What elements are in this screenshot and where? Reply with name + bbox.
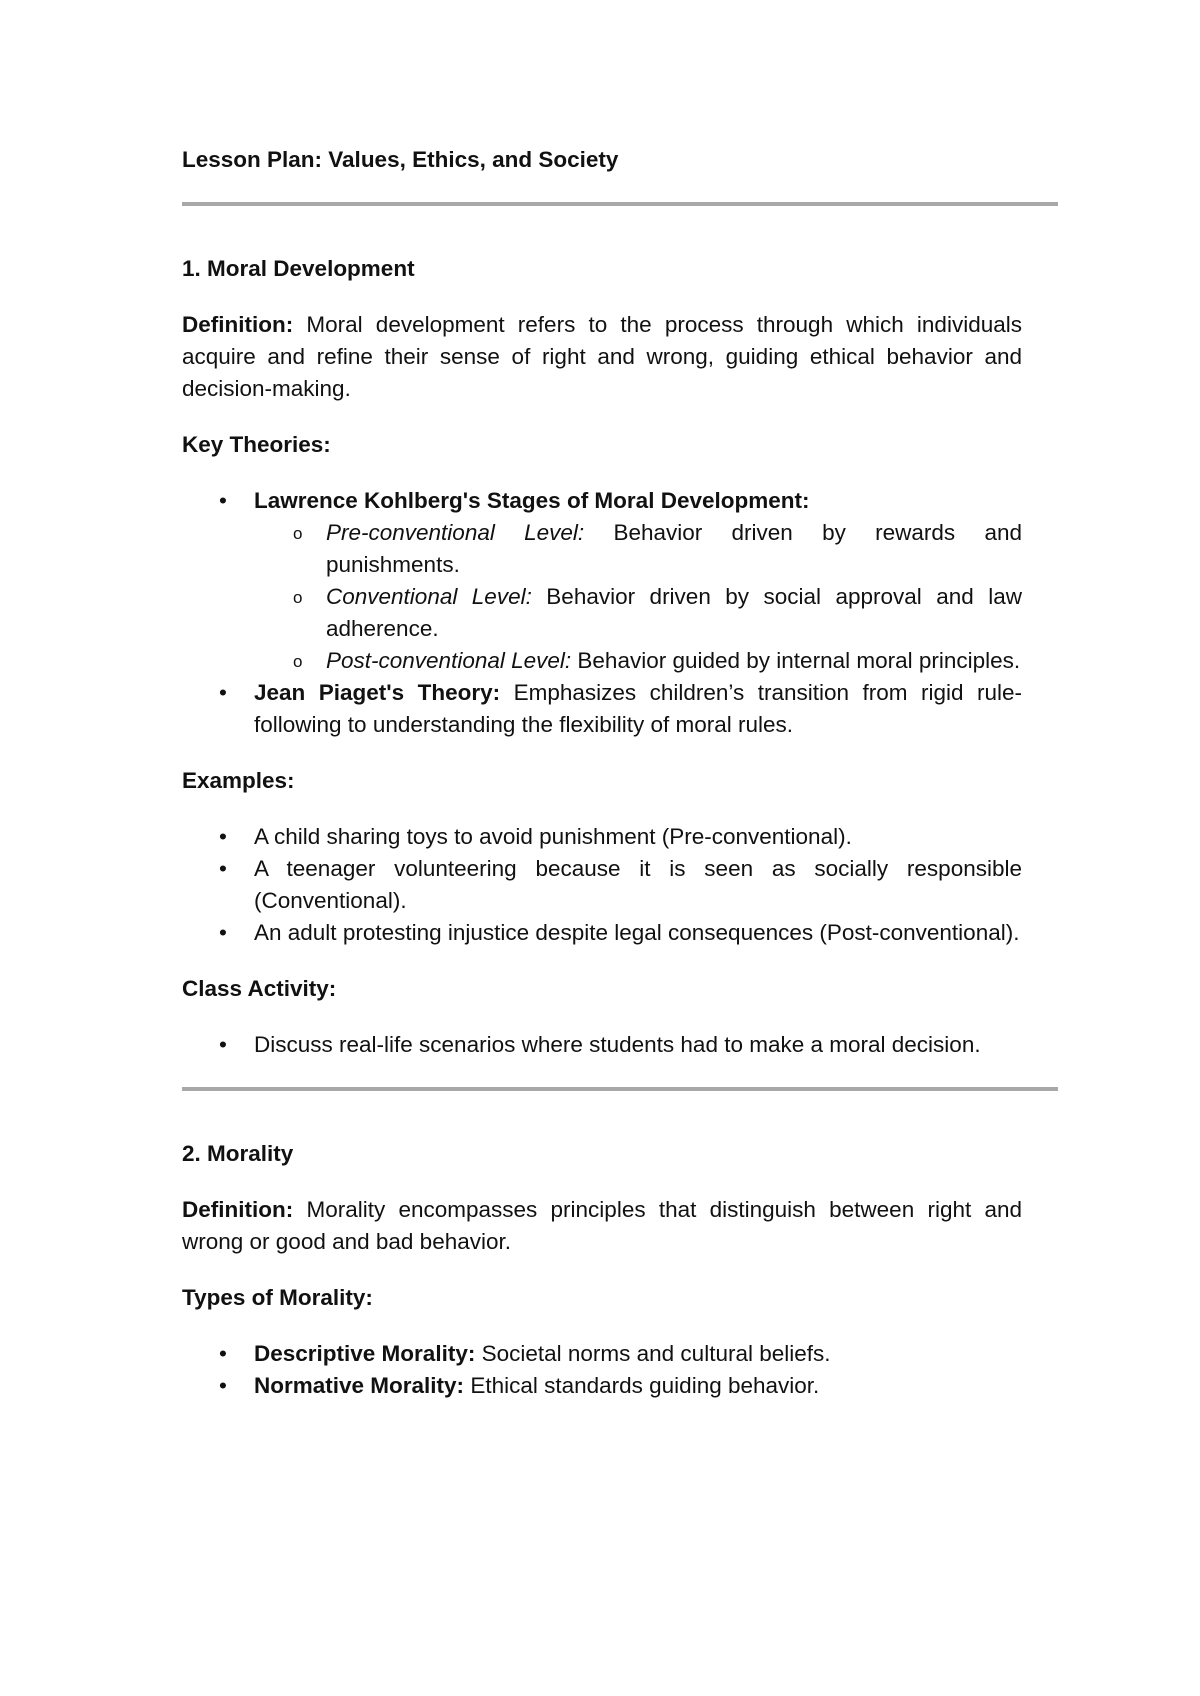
list-item-level xyxy=(182,645,1022,677)
section-heading-moral-development: 1. Moral Development xyxy=(182,256,415,281)
type-text: Societal norms and cultural beliefs. xyxy=(475,1341,831,1366)
level-label: Conventional Level: xyxy=(326,584,532,609)
kohlberg-title: Lawrence Kohlberg's Stages of Moral Development: xyxy=(254,488,810,513)
examples-list xyxy=(182,821,1022,949)
definition-label: Definition: xyxy=(182,1197,294,1222)
types-list xyxy=(182,1338,1022,1402)
list-item-kohlberg xyxy=(182,485,1022,677)
list-item xyxy=(182,1370,1022,1402)
list-item: • Discuss real-life scenarios where students had to make a moral decision. xyxy=(182,1029,1022,1061)
type-text: Ethical standards guiding behavior. xyxy=(464,1373,820,1398)
section-heading-morality: 2. Morality xyxy=(182,1141,294,1166)
list-item-level xyxy=(182,581,1022,645)
theories-list xyxy=(182,485,1022,741)
kohlberg-levels-list xyxy=(254,517,1022,677)
document-title: Lesson Plan: Values, Ethics, and Society xyxy=(182,147,619,172)
types-of-morality-heading: Types of Morality: xyxy=(182,1285,373,1310)
definition-label: Definition: xyxy=(182,312,294,337)
activity-list xyxy=(182,1029,1022,1061)
definition-text: Morality encompasses principles that distinguish between right and wrong or good and bad behavior. xyxy=(182,1197,1022,1254)
list-item xyxy=(182,1338,1022,1370)
list-item: • A child sharing toys to avoid punishment (Pre-conventional). xyxy=(182,821,1022,853)
type-label: Normative Morality: xyxy=(254,1373,465,1398)
piaget-label: Jean Piaget's Theory: xyxy=(254,680,501,705)
level-text: Behavior driven by social approval and law adherence. xyxy=(326,584,1022,641)
definition-paragraph xyxy=(182,309,1022,405)
horizontal-rule xyxy=(182,1087,1058,1091)
list-item: • A teenager volunteering because it is seen as socially responsible (Conventional). xyxy=(182,853,1022,917)
list-item-piaget xyxy=(182,677,1022,741)
examples-heading: Examples: xyxy=(182,768,295,793)
type-label: Descriptive Morality: xyxy=(254,1341,476,1366)
list-item: • An adult protesting injustice despite legal consequences (Post-conventional). xyxy=(182,917,1022,949)
level-label: Pre-conventional Level: xyxy=(326,520,585,545)
level-text: Behavior guided by internal moral principles. xyxy=(571,648,1021,673)
level-text: Behavior driven by rewards and punishments. xyxy=(326,520,1022,577)
key-theories-heading: Key Theories: xyxy=(182,432,331,457)
horizontal-rule xyxy=(182,202,1058,206)
piaget-text: Emphasizes children’s transition from rigid rule-following to understanding the flexibility of moral rules. xyxy=(254,680,1022,737)
definition-text: Moral development refers to the process through which individuals acquire and refine their sense of right and wrong, guiding ethical behavior and decision-making. xyxy=(182,312,1022,401)
list-item-level xyxy=(182,517,1022,581)
class-activity-heading: Class Activity: xyxy=(182,976,337,1001)
definition-paragraph xyxy=(182,1194,1022,1258)
document-body xyxy=(182,144,1022,1426)
level-label: Post-conventional Level: xyxy=(326,648,572,673)
